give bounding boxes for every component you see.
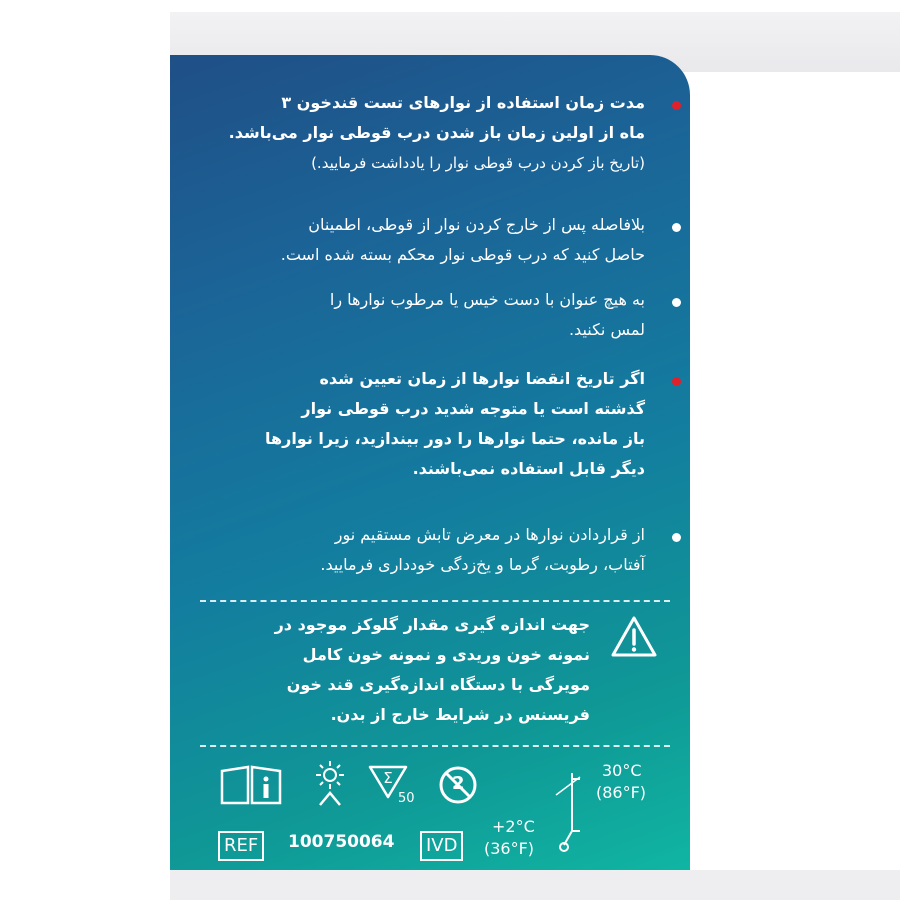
ref-number: 100750064 (288, 832, 395, 852)
paragraph-line: ماه از اولین زمان باز شدن درب قوطی نوار می‌باشد. (228, 123, 645, 142)
box-bottom-edge (170, 870, 900, 900)
bullet-white (672, 223, 681, 232)
temp-upper-c: 30°C (602, 761, 642, 780)
paragraph-line: به هیچ عنوان با دست خیس یا مرطوب نوارها را (329, 290, 645, 309)
paragraph-4 (200, 364, 645, 484)
ivd-label: IVD (420, 831, 463, 861)
ref-label: REF (218, 831, 264, 861)
paragraph-line: حاصل کنید که درب قوطی نوار محکم بسته شده است. (280, 245, 645, 264)
temperature-limit-icon (550, 771, 590, 859)
paragraph-line: از قراردادن نوارها در معرض تابش مستقیم نور (334, 525, 645, 544)
warning-triangle-icon (610, 615, 658, 659)
paragraph-line: لمس نکنید. (568, 320, 645, 339)
warning-line: مویرگی با دستگاه اندازه‌گیری قند خون (286, 675, 590, 694)
keep-away-sunlight-icon (310, 759, 350, 807)
warning-line: نمونه خون وریدی و نمونه خون کامل (302, 645, 590, 664)
paragraph-5 (200, 520, 645, 580)
paragraph-1 (200, 88, 645, 178)
bullet-red (672, 101, 681, 110)
paragraph-3 (200, 285, 645, 345)
consult-instructions-icon (218, 763, 284, 807)
warning-text (200, 610, 590, 730)
paragraph-line: باز مانده، حتما نوارها را دور بیندازید، زیرا نوارها (265, 429, 645, 448)
bullet-white (672, 298, 681, 307)
bullet-red (672, 377, 681, 386)
temp-upper-f: (86°F) (596, 783, 647, 802)
divider-bottom (200, 745, 670, 747)
paragraph-line: بلافاصله پس از خارج کردن نوار از قوطی، اطمینان (308, 215, 645, 234)
sigma-count: 50 (398, 791, 415, 806)
svg-text:Σ: Σ (383, 769, 393, 787)
warning-line: فریسنس در شرایط خارج از بدن. (330, 705, 590, 724)
paragraph-line: گذشته است یا متوجه شدید درب قوطی نوار (301, 399, 645, 418)
paragraph-line: مدت زمان استفاده از نوارهای تست قندخون ۳ (281, 93, 645, 112)
paragraph-note: (تاریخ باز کردن درب قوطی نوار را یادداشت فرمایید.) (311, 154, 645, 172)
temp-lower-c: +2°C (492, 817, 535, 836)
temp-lower-f: (36°F) (484, 839, 535, 858)
divider-top (200, 600, 670, 602)
paragraph-line: اگر تاریخ انقضا نوارها از زمان تعیین شده (319, 369, 645, 388)
paragraph-2 (200, 210, 645, 270)
paragraph-line: دیگر قابل استفاده نمی‌باشند. (412, 459, 645, 478)
instruction-panel (170, 55, 690, 870)
paragraph-line: آفتاب، رطوبت، گرما و یخ‌زدگی خودداری فرمایید. (320, 555, 645, 574)
warning-line: جهت اندازه گیری مقدار گلوکز موجود در (274, 615, 590, 634)
do-not-reuse-number: 2 (452, 773, 465, 794)
bullet-white (672, 533, 681, 542)
